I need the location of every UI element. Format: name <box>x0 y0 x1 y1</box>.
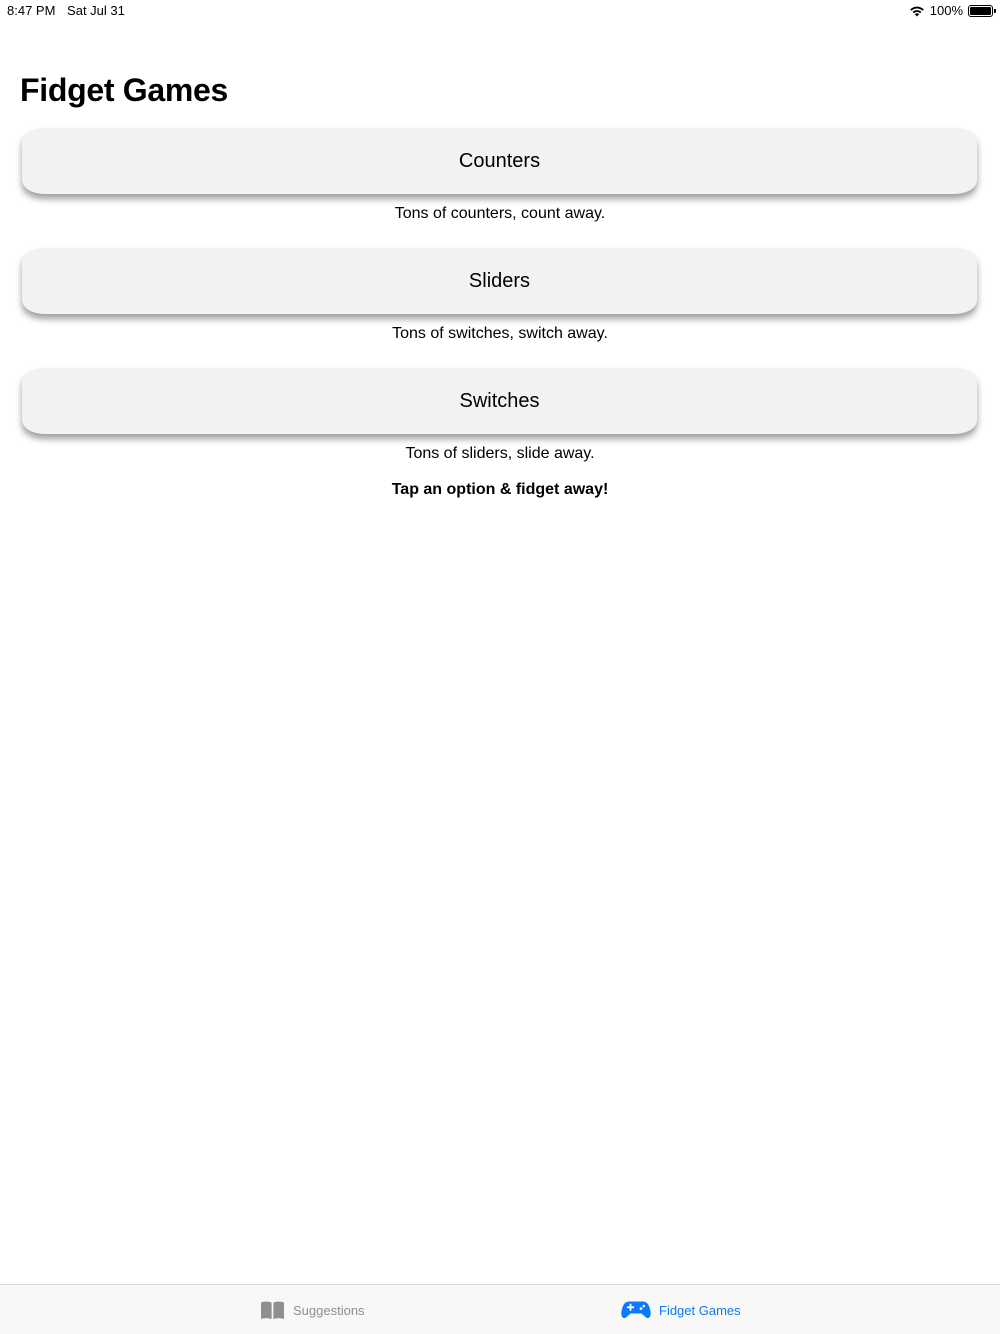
counters-description: Tons of counters, count away. <box>394 205 606 222</box>
status-left <box>7 3 125 18</box>
instruction-hint: Tap an option & fidget away! <box>391 481 609 498</box>
counters-button[interactable]: Counters <box>22 128 977 194</box>
tab-fidget-games[interactable] <box>621 1285 741 1334</box>
status-right <box>909 3 993 18</box>
page-title: Fidget Games <box>20 72 229 108</box>
sliders-description: Tons of switches, switch away. <box>392 325 608 342</box>
battery-percent: 100% <box>929 3 963 18</box>
battery-icon <box>968 5 993 17</box>
status-date: Sat Jul 31 <box>67 3 125 18</box>
book-icon <box>260 1300 285 1320</box>
tab-suggestions-label: Suggestions <box>293 1302 365 1318</box>
status-bar <box>0 0 1000 22</box>
tab-fidget-games-label: Fidget Games <box>659 1302 741 1318</box>
wifi-icon <box>909 5 925 17</box>
tab-suggestions[interactable] <box>260 1285 365 1334</box>
gamecontroller-icon <box>621 1300 651 1320</box>
switches-button[interactable]: Switches <box>22 368 977 434</box>
sliders-button[interactable]: Sliders <box>22 248 977 314</box>
switches-description: Tons of sliders, slide away. <box>405 445 595 462</box>
tab-bar <box>0 1284 1000 1334</box>
status-time: 8:47 PM <box>7 3 56 18</box>
